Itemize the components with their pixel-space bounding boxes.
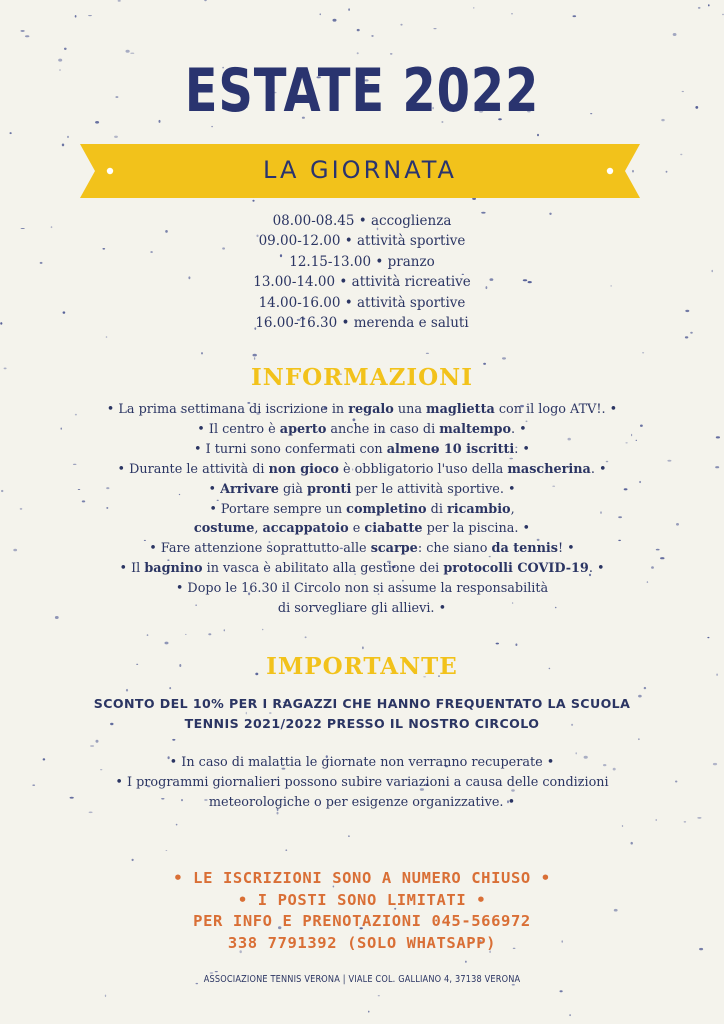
speckle	[698, 7, 701, 9]
speckle	[118, 0, 121, 1]
speckle	[147, 634, 149, 636]
speckle	[252, 200, 254, 202]
speckle	[126, 50, 130, 53]
speckle	[357, 29, 360, 31]
speckle	[165, 642, 169, 645]
important-notes	[0, 753, 724, 813]
speckle	[176, 824, 178, 826]
speckle	[631, 842, 633, 845]
info-line	[0, 420, 724, 440]
info-text: . •	[514, 441, 530, 457]
speckle	[75, 15, 77, 18]
bullet: •	[354, 213, 371, 229]
speckle	[10, 132, 12, 134]
info-line	[0, 460, 724, 480]
speckle	[126, 689, 128, 692]
schedule-activity: attività sportive	[356, 233, 466, 250]
info-line	[0, 539, 724, 559]
schedule-activity: merenda e saluti	[353, 315, 469, 332]
schedule-time: 12.15-13.00	[289, 253, 372, 270]
schedule-time: 09.00-12.00	[258, 233, 341, 250]
info-emphasis: Arrivare	[220, 481, 279, 497]
speckle	[473, 7, 474, 8]
info-text: . •	[590, 461, 607, 477]
bullet: •	[337, 315, 354, 332]
schedule-row	[0, 272, 724, 292]
speckle	[254, 357, 255, 360]
speckle	[378, 995, 380, 996]
ribbon-banner	[80, 144, 640, 198]
info-line	[0, 440, 724, 460]
speckle	[569, 1014, 571, 1016]
important-line: meteorologiche o per esigenze organizzative. •	[208, 795, 516, 810]
info-emphasis: aperto	[279, 421, 327, 437]
important-line: • In caso di malattia le giornate non verranno recuperate •	[169, 755, 555, 770]
schedule-time: 13.00-14.00	[253, 274, 336, 291]
speckle	[211, 126, 213, 127]
schedule-activity: accoglienza	[370, 213, 452, 229]
speckle	[697, 817, 701, 818]
speckle	[172, 739, 175, 741]
speckle	[215, 971, 218, 972]
info-emphasis: non gioco	[268, 461, 339, 477]
info-text: di sorvegliare gli allievi. •	[277, 601, 447, 617]
cta-line: • I POSTI SONO LIMITATI •	[237, 890, 487, 909]
speckle	[390, 53, 393, 54]
schedule-row	[0, 252, 724, 272]
speckle	[722, 14, 723, 15]
speckle	[305, 636, 307, 638]
important-heading: IMPORTANTE	[266, 653, 458, 680]
info-emphasis: almeno 10 iscritti	[386, 441, 515, 457]
speckle	[204, 0, 207, 1]
speckle	[348, 836, 350, 837]
info-text: di	[426, 501, 448, 517]
info-emphasis: mascherina	[507, 461, 591, 477]
speckle	[511, 13, 513, 14]
cta-line: • LE ISCRIZIONI SONO A NUMERO CHIUSO •	[173, 869, 551, 887]
speckle	[96, 740, 99, 743]
cta-line: PER INFO E PRENOTAZIONI 045-566972	[193, 912, 531, 930]
info-emphasis: maltempo	[439, 421, 512, 437]
info-text: in vasca è abilitato alla gestione dei	[202, 561, 444, 577]
speckle	[166, 850, 168, 851]
speckle	[285, 849, 287, 851]
schedule-list	[0, 211, 724, 333]
important-line: • I programmi giornalieri possono subire variazioni a causa delle condizioni	[115, 775, 609, 790]
info-text: • Portare sempre un	[209, 501, 347, 517]
schedule-time: 14.00-16.00	[258, 294, 341, 311]
info-text: •	[208, 481, 221, 497]
speckle	[130, 53, 134, 54]
speckle	[661, 119, 664, 121]
speckle	[201, 352, 203, 354]
info-text: • Fare attenzione soprattutto alle	[149, 541, 371, 557]
info-line	[0, 400, 724, 420]
speckle	[465, 961, 466, 963]
speckle	[90, 746, 94, 747]
speckle	[685, 336, 688, 338]
speckle	[707, 637, 709, 638]
discount-line: TENNIS 2021/2022 PRESSO IL NOSTRO CIRCOLO	[184, 716, 540, 731]
schedule-activity: attività ricreative	[351, 274, 471, 291]
speckle	[320, 13, 321, 15]
info-emphasis: completino	[346, 501, 427, 517]
info-text: ,	[510, 501, 515, 517]
speckle	[515, 643, 517, 646]
schedule-row	[0, 231, 724, 251]
info-text: per le attività sportive. •	[351, 481, 516, 497]
speckle	[169, 687, 171, 689]
speckle	[573, 15, 577, 17]
registration-info	[0, 868, 724, 954]
info-line	[0, 519, 724, 539]
speckle	[224, 629, 225, 631]
speckle	[502, 357, 506, 359]
speckle	[496, 643, 499, 645]
speckle	[682, 91, 684, 92]
speckle	[433, 28, 436, 29]
speckle	[333, 19, 337, 22]
info-line	[0, 480, 724, 500]
speckle	[88, 15, 92, 16]
schedule-activity: pranzo	[387, 253, 435, 270]
bullet: •	[340, 294, 357, 311]
info-text: ,	[254, 521, 263, 537]
speckle	[426, 353, 429, 354]
info-emphasis: ricambio	[447, 501, 511, 517]
info-emphasis: ciabatte	[364, 521, 423, 537]
speckle	[695, 106, 698, 109]
speckle	[67, 136, 68, 138]
info-text: • Il	[119, 561, 145, 577]
speckle	[357, 52, 359, 54]
info-text: ! •	[557, 541, 575, 557]
speckle	[114, 136, 118, 138]
info-emphasis: accappatoio	[262, 521, 349, 537]
speckle	[622, 826, 623, 827]
speckle	[666, 171, 668, 173]
info-heading: INFORMAZIONI	[251, 364, 473, 391]
cta-line: 338 7791392 (SOLO WHATSAPP)	[227, 933, 497, 952]
bullet: •	[371, 253, 388, 270]
speckle	[25, 35, 29, 37]
info-emphasis: costume	[193, 521, 255, 537]
info-list	[0, 400, 724, 619]
info-text: • Durante le attività di	[117, 461, 269, 477]
info-emphasis: pronti	[307, 481, 352, 497]
speckle	[253, 354, 257, 357]
info-emphasis: maglietta	[426, 402, 495, 417]
info-emphasis: da tennis	[491, 541, 558, 557]
speckle	[185, 634, 187, 635]
speckle	[642, 352, 644, 353]
discount-line: SCONTO DEL 10% PER I RAGAZZI CHE HANNO FREQUENTATO LA SCUOLA	[93, 696, 631, 711]
info-emphasis: protocolli COVID-19	[443, 561, 589, 577]
info-text: • La prima settimana di iscrizione in	[106, 402, 349, 417]
info-text: con il logo ATV!. •	[494, 402, 618, 417]
speckle	[708, 4, 710, 6]
info-line	[0, 599, 724, 619]
bullet: •	[340, 233, 357, 250]
info-emphasis: regalo	[348, 402, 394, 417]
speckle	[638, 738, 639, 740]
speckle	[208, 633, 211, 635]
schedule-activity: attività sportive	[356, 294, 466, 311]
speckle	[362, 646, 364, 649]
info-text: . •	[511, 421, 527, 437]
schedule-row	[0, 313, 724, 333]
speckle	[680, 154, 682, 155]
speckle	[656, 819, 657, 821]
speckle	[560, 990, 563, 992]
speckle	[58, 59, 62, 62]
discount-notice	[0, 694, 724, 734]
speckle	[262, 629, 263, 631]
speckle	[348, 8, 350, 11]
speckle	[684, 821, 687, 822]
schedule-row	[0, 211, 724, 231]
info-text: già	[278, 481, 308, 497]
info-line	[0, 500, 724, 520]
speckle	[371, 35, 373, 36]
speckle	[59, 69, 61, 71]
info-text: anche in caso di	[326, 421, 440, 437]
info-emphasis: scarpe	[370, 541, 418, 557]
speckle	[21, 30, 25, 31]
speckle	[368, 1011, 369, 1013]
schedule-time: 16.00-16.30	[255, 315, 338, 332]
info-text: e	[348, 521, 365, 537]
speckle	[62, 144, 64, 147]
info-text: . •	[588, 561, 605, 577]
info-text: • Dopo le 16.30 il Circolo non si assume la responsabilità	[175, 581, 549, 597]
speckle	[644, 687, 646, 689]
info-text: • I turni sono confermati con	[194, 441, 387, 457]
info-text: • Il centro è	[197, 421, 280, 437]
info-emphasis: bagnino	[144, 561, 203, 577]
info-line	[0, 579, 724, 599]
info-text: : che siano	[417, 541, 492, 557]
speckle	[106, 336, 108, 338]
schedule-row	[0, 293, 724, 313]
schedule-time: 08.00-08.45	[272, 213, 355, 229]
footer-address: ASSOCIAZIONE TENNIS VERONA | VIALE COL. GALLIANO 4, 37138 VERONA	[203, 974, 521, 985]
page-title: ESTATE 2022	[184, 56, 540, 126]
speckle	[537, 134, 539, 137]
info-text: per la piscina. •	[422, 521, 531, 537]
info-text: una	[393, 402, 427, 417]
info-line	[0, 559, 724, 579]
bullet: •	[335, 274, 352, 291]
info-text: è obbligatorio l'uso della	[338, 461, 508, 477]
speckle	[64, 48, 67, 50]
speckle	[673, 33, 677, 36]
speckle	[105, 995, 106, 998]
speckle	[132, 859, 134, 861]
speckle	[400, 24, 402, 26]
ribbon-label: LA GIORNATA	[263, 156, 457, 184]
